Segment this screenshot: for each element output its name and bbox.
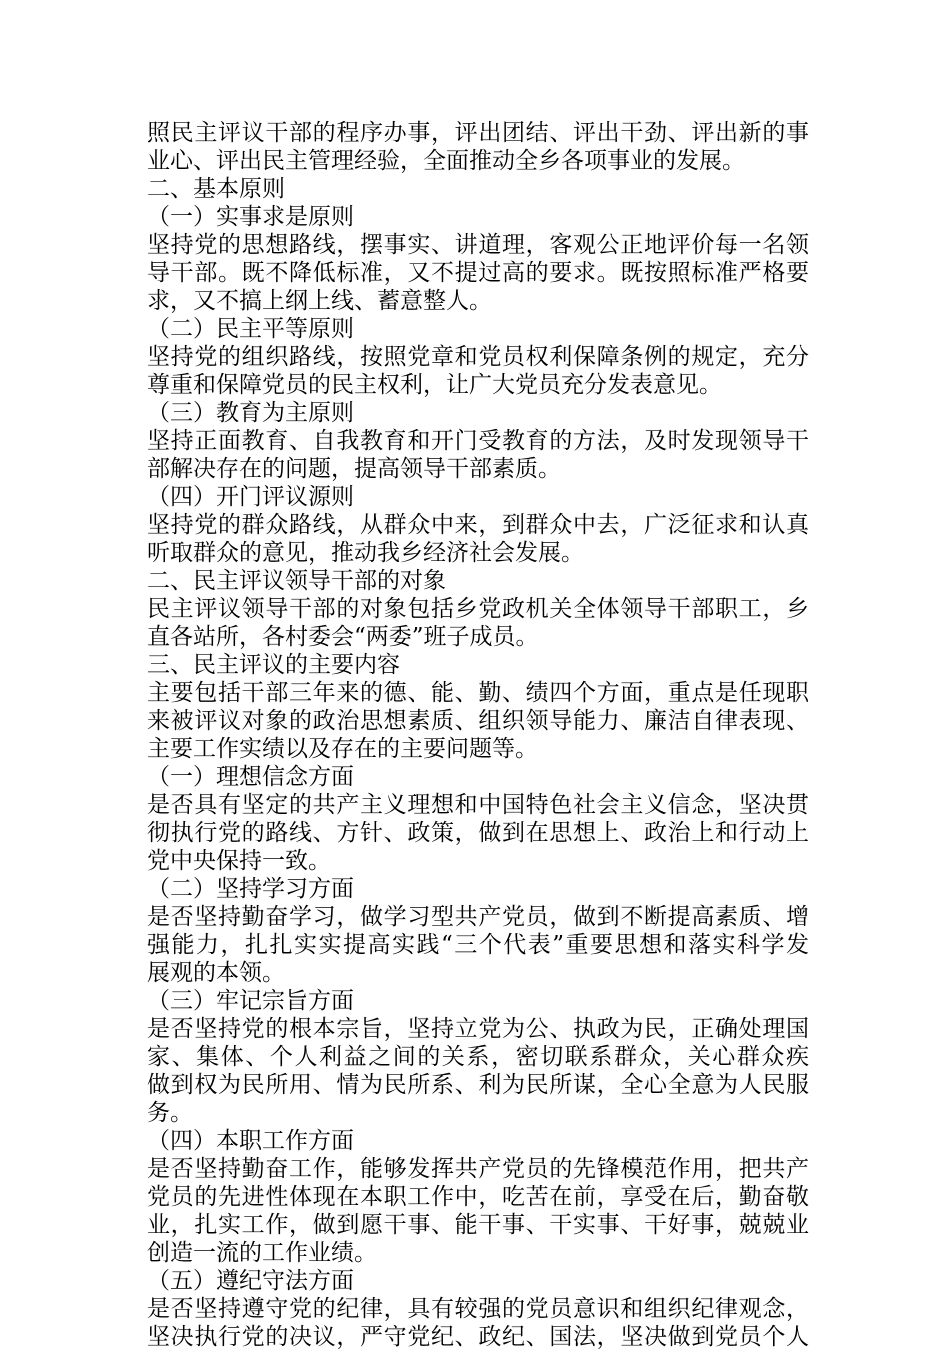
text-line: 坚决执行党的决议，严守党纪、政纪、国法，坚决做到党员个人 <box>147 1324 809 1350</box>
text-line: 部解决存在的问题，提高领导干部素质。 <box>147 456 561 482</box>
text-line: 业，扎实工作，做到愿干事、能干事、干实事、干好事，兢兢业 <box>147 1212 809 1238</box>
document-body <box>147 119 809 1351</box>
text-line: （二）民主平等原则 <box>147 316 354 342</box>
text-line: 是否坚持党的根本宗旨，坚持立党为公、执政为民，正确处理国 <box>147 1016 809 1042</box>
text-line: 听取群众的意见，推动我乡经济社会发展。 <box>147 540 584 566</box>
text-line: 二、民主评议领导干部的对象 <box>147 568 446 594</box>
text-line: 导干部。既不降低标准，又不提过高的要求。既按照标准严格要 <box>147 260 809 286</box>
text-line: （二）坚持学习方面 <box>147 876 354 902</box>
text-line: 党员的先进性体现在本职工作中，吃苦在前，享受在后，勤奋敬 <box>147 1184 809 1210</box>
text-line: 是否坚持勤奋学习，做学习型共产党员，做到不断提高素质、增 <box>147 904 809 930</box>
text-line: 坚持党的思想路线，摆事实、讲道理，客观公正地评价每一名领 <box>147 232 809 258</box>
text-line: 来被评议对象的政治思想素质、组织领导能力、廉洁自律表现、 <box>147 708 809 734</box>
text-line: 主要工作实绩以及存在的主要问题等。 <box>147 736 538 762</box>
text-line: 主要包括干部三年来的德、能、勤、绩四个方面，重点是任现职 <box>147 680 809 706</box>
text-line: （一）实事求是原则 <box>147 204 354 230</box>
text-line: 求，又不搞上纲上线、蓄意整人。 <box>147 288 492 314</box>
text-line: 展观的本领。 <box>147 960 285 986</box>
text-line: 坚持正面教育、自我教育和开门受教育的方法，及时发现领导干 <box>147 428 809 454</box>
text-line: 彻执行党的路线、方针、政策，做到在思想上、政治上和行动上 <box>147 820 809 846</box>
text-line: 强能力，扎扎实实提高实践“三个代表”重要思想和落实科学发 <box>147 932 809 958</box>
text-line: 务。 <box>147 1100 193 1126</box>
text-line: 二、基本原则 <box>147 176 285 202</box>
text-line: （三）教育为主原则 <box>147 400 354 426</box>
text-line: （四）开门评议源则 <box>147 484 354 510</box>
text-line: 坚持党的群众路线，从群众中来，到群众中去，广泛征求和认真 <box>147 512 809 538</box>
text-line: 家、集体、个人利益之间的关系，密切联系群众，关心群众疾 <box>147 1044 809 1070</box>
text-line: 做到权为民所用、情为民所系、利为民所谋，全心全意为人民服 <box>147 1072 809 1098</box>
text-line: （一）理想信念方面 <box>147 764 354 790</box>
text-line: 照民主评议干部的程序办事，评出团结、评出干劲、评出新的事 <box>147 120 809 146</box>
text-line: 坚持党的组织路线，按照党章和党员权利保障条例的规定，充分 <box>147 344 809 370</box>
text-line: 是否具有坚定的共产主义理想和中国特色社会主义信念，坚决贯 <box>147 792 809 818</box>
text-line: 尊重和保障党员的民主权利，让广大党员充分发表意见。 <box>147 372 722 398</box>
text-line: 党中央保持一致。 <box>147 848 331 874</box>
text-line: 三、民主评议的主要内容 <box>147 652 400 678</box>
text-line: 是否坚持遵守党的纪律，具有较强的党员意识和组织纪律观念， <box>147 1296 809 1322</box>
text-line: 是否坚持勤奋工作，能够发挥共产党员的先锋模范作用，把共产 <box>147 1156 809 1182</box>
text-line: （四）本职工作方面 <box>147 1128 354 1154</box>
text-line: 民主评议领导干部的对象包括乡党政机关全体领导干部职工，乡 <box>147 596 809 622</box>
text-line: （五）遵纪守法方面 <box>147 1268 354 1294</box>
text-line: 直各站所，各村委会“两委”班子成员。 <box>147 624 539 650</box>
text-line: （三）牢记宗旨方面 <box>147 988 354 1014</box>
text-line: 业心、评出民主管理经验，全面推动全乡各项事业的发展。 <box>147 148 745 174</box>
text-line: 创造一流的工作业绩。 <box>147 1240 377 1266</box>
